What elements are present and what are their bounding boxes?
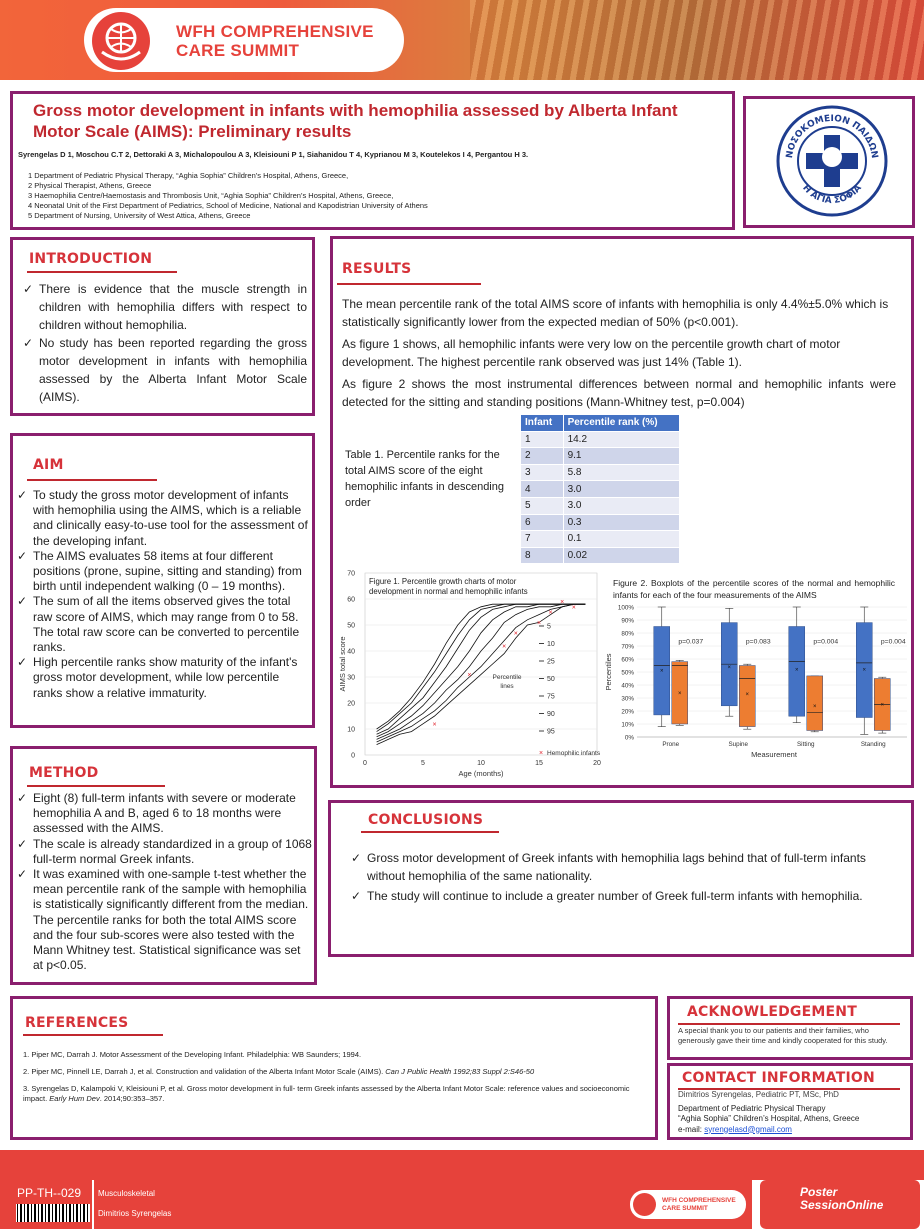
legend-title-line: Percentile bbox=[492, 674, 522, 681]
y-tick-label: 0 bbox=[351, 752, 355, 760]
footer-category: Musculoskeletal bbox=[98, 1189, 155, 1198]
figure1-chart bbox=[333, 565, 605, 785]
aim-box bbox=[10, 433, 315, 728]
mean-marker: × bbox=[677, 690, 682, 697]
svg-text:ΝΟΣΟΚΟΜΕΙΟΝ ΠΑΙΔΩΝ: ΝΟΣΟΚΟΜΕΙΟΝ ΠΑΙΔΩΝ bbox=[784, 113, 880, 160]
introduction-list bbox=[23, 280, 307, 406]
list-item: ✓ No study has been reported regarding the gross motor development in infants with hemophilia assessed by the Alberta Infant Motor Scale (AIMS). bbox=[23, 334, 307, 406]
conclusions-list bbox=[351, 849, 891, 905]
references-list bbox=[23, 1050, 643, 1104]
x-axis-label: Measurement bbox=[751, 750, 797, 759]
y-tick-label: 40 bbox=[347, 648, 355, 656]
table-row bbox=[521, 481, 680, 498]
contact-dept: Department of Pediatric Physical Therapy bbox=[678, 1103, 826, 1113]
hemophilic-point-marker: × bbox=[536, 619, 542, 627]
results-heading: RESULTS bbox=[342, 261, 412, 277]
legend-label: 75 bbox=[547, 693, 555, 701]
chart-title-line: development in normal and hemophilic infants bbox=[369, 587, 528, 596]
table-header: Percentile rank (%) bbox=[563, 415, 679, 432]
y-tick-label: 10% bbox=[621, 721, 634, 729]
y-tick-label: 50 bbox=[347, 622, 355, 630]
table-cell-infant: 4 bbox=[521, 481, 564, 498]
category-label: Prone bbox=[662, 741, 680, 748]
list-item: ✓ The AIMS evaluates 58 items at four different positions (prone, supine, sitting and standing) from birth until independent walking (0 – 19 months). bbox=[17, 549, 311, 595]
reference-item: 3. Syrengelas D, Kalampoki V, Kleisiouni P, et al. Gross motor development in full- term Greek infants assessed by the Alberta Infant Motor Scale: reference values and socioeconomic impact. Early Hum Dev. 2014;90:353–357. bbox=[23, 1084, 630, 1103]
hemophilic-point-marker: × bbox=[548, 609, 553, 617]
wfh-logo-text bbox=[176, 22, 374, 60]
heading-underline bbox=[361, 831, 499, 833]
x-tick-label: 5 bbox=[421, 760, 425, 767]
table-cell-rank: 3.0 bbox=[563, 481, 679, 498]
y-tick-label: 40% bbox=[621, 682, 634, 690]
footer-logo-text: WFH COMPREHENSIVE CARE SUMMIT bbox=[662, 1197, 736, 1212]
aim-list bbox=[17, 488, 311, 701]
list-item: ✓ To study the gross motor development of infants with hemophilia using the AIMS, which is a reliable and clinically easy-to-use tool for the assessment of the developing infant. bbox=[17, 488, 311, 549]
hemophilic-point-marker: × bbox=[571, 604, 576, 612]
p-value-label: p=0.037 bbox=[678, 638, 704, 646]
footer-code-panel bbox=[0, 1180, 92, 1229]
y-tick-label: 80% bbox=[621, 630, 634, 638]
figure2-caption: Figure 2. Boxplots of the percentile scores of the normal and hemophilic infants for each of the four measurements of the AIMS bbox=[613, 578, 895, 600]
affiliation-2: 2 Physical Therapist, Athens, Greece bbox=[28, 181, 152, 190]
results-paragraph: As figure 2 shows the most instrumental differences between normal and hemophilic infants were detected for the sitting and standing positions (Mann-Whitney test, p=0.004) bbox=[342, 377, 896, 409]
y-tick-label: 70 bbox=[347, 570, 355, 578]
list-item: ✓ It was examined with one-sample t-test whether the mean percentile rank of the sample with hemophilia is statistically significantly different from the median. The percentile ranks for both the total AIMS score and the four sub-scores were also tested with the Mann Whitney test. Statistical significance was set at p<0.05. bbox=[17, 867, 313, 973]
legend-label: 50 bbox=[547, 676, 555, 683]
y-tick-label: 90% bbox=[621, 617, 634, 625]
table-row bbox=[521, 547, 680, 564]
x-tick-label: 0 bbox=[363, 760, 367, 767]
list-item: ✓ There is evidence that the muscle strength in children with hemophilia differs with respect to children without hemophilia. bbox=[23, 280, 307, 334]
table-cell-infant: 2 bbox=[521, 448, 564, 465]
heading-underline bbox=[337, 283, 481, 285]
pso-logo-panel bbox=[760, 1180, 920, 1229]
hospital-seal-box bbox=[743, 96, 915, 228]
y-tick-label: 70% bbox=[621, 643, 634, 651]
acknowledgement-text: A special thank you to our patients and their families, who generously gave their time and kindly cooperated for this study. bbox=[678, 1026, 888, 1045]
header-banner bbox=[0, 0, 924, 80]
affiliation-3: 3 Haemophilia Centre/Haemostasis and Thrombosis Unit, “Aghia Sophia” Children’s Hospital, Athens, Greece, bbox=[28, 191, 394, 200]
y-tick-label: 10 bbox=[347, 726, 355, 734]
results-box bbox=[330, 236, 914, 788]
y-axis-label: AIMS total score bbox=[338, 636, 347, 692]
table-cell-rank: 5.8 bbox=[563, 464, 679, 481]
legend-title-line: lines bbox=[500, 683, 514, 690]
mean-marker: × bbox=[745, 692, 750, 699]
logo-line1: WFH COMPREHENSIVE bbox=[176, 22, 374, 41]
wfh-logo-icon bbox=[92, 12, 150, 70]
list-item: ✓ The study will continue to include a greater number of Greek full-term infants with hemophilia. bbox=[351, 887, 891, 905]
aim-heading: AIM bbox=[33, 457, 64, 473]
mean-marker: × bbox=[659, 668, 664, 675]
table-cell-infant: 7 bbox=[521, 531, 564, 548]
poster-title: Gross motor development in infants with hemophilia assessed by Alberta Infant Motor Scale (AIMS): Preliminary results bbox=[33, 101, 678, 141]
wfh-logo-icon bbox=[633, 1193, 656, 1216]
introduction-box bbox=[10, 237, 315, 416]
heading-underline bbox=[27, 785, 165, 787]
y-tick-label: 0% bbox=[624, 734, 634, 742]
affiliation-4: 4 Neonatal Unit of the First Department of Pediatrics, School of Medicine, National and Kapodistrian University of Athens bbox=[28, 201, 428, 210]
y-tick-label: 60% bbox=[621, 656, 634, 664]
authors: Syrengelas D 1, Moschou C.T 2, Dettoraki A 3, Michalopoulou A 3, Kleisiouni P 1, Siahanidou T 4, Kyprianou M 3, Koutelekos I 4, Pergantou H 3. bbox=[18, 150, 529, 159]
results-paragraph: The mean percentile rank of the total AIMS score of infants with hemophilia is only 4.4%±5.0% which is statistically significantly lower from the expected median of 50% (p<0.001). bbox=[342, 297, 889, 329]
table-cell-infant: 1 bbox=[521, 431, 564, 448]
table-row bbox=[521, 531, 680, 548]
y-tick-label: 60 bbox=[347, 596, 355, 604]
mean-marker: × bbox=[880, 702, 885, 709]
legend-label: 5 bbox=[547, 623, 551, 631]
legend-label: 25 bbox=[547, 658, 555, 666]
contact-hospital: “Aghia Sophia” Children’s Hospital, Athens, Greece bbox=[678, 1114, 860, 1123]
references-box bbox=[10, 996, 658, 1140]
reference-item: 2. Piper MC, Pinnell LE, Darrah J, et al. Construction and validation of the Alberta Infant Motor Scale (AIMS). Can J Public Health 1992;83 Suppl 2:S46-50 bbox=[23, 1067, 535, 1076]
legend-hemophilic-label: Hemophilic infants bbox=[547, 750, 601, 757]
footer-info-panel bbox=[94, 1180, 752, 1229]
references-heading: REFERENCES bbox=[25, 1015, 129, 1031]
contact-name: Dimitrios Syrengelas, Pediatric PT, MSc, PhD bbox=[678, 1090, 839, 1099]
table-cell-rank: 0.02 bbox=[563, 547, 679, 564]
heading-underline bbox=[23, 1034, 163, 1036]
percentile-table bbox=[520, 414, 680, 564]
chart-title-line: Figure 1. Percentile growth charts of motor bbox=[369, 577, 517, 586]
barcode-icon bbox=[16, 1204, 90, 1222]
table-caption: Table 1. Percentile ranks for the total AIMS score of the eight hemophilic infants in descending order bbox=[345, 449, 504, 509]
method-list bbox=[17, 791, 313, 973]
conclusions-box bbox=[328, 800, 914, 957]
heading-underline bbox=[27, 271, 177, 273]
hemophilic-point-marker: × bbox=[513, 630, 518, 638]
footer-logo-pill bbox=[630, 1190, 746, 1219]
y-tick-label: 20 bbox=[347, 700, 355, 708]
svg-text:Η ΑΓΙΑ ΣΟΦΙΑ: Η ΑΓΙΑ ΣΟΦΙΑ bbox=[800, 183, 864, 207]
figure2-chart bbox=[605, 599, 911, 763]
x-tick-label: 15 bbox=[535, 760, 543, 767]
hemophilic-point-marker: × bbox=[467, 671, 472, 679]
mean-marker: × bbox=[794, 667, 799, 674]
title-box bbox=[10, 91, 735, 230]
mean-marker: × bbox=[862, 667, 867, 674]
conclusions-heading: CONCLUSIONS bbox=[368, 812, 484, 828]
table-cell-rank: 0.1 bbox=[563, 531, 679, 548]
contact-heading: CONTACT INFORMATION bbox=[682, 1070, 875, 1086]
hemophilic-point-marker: × bbox=[502, 643, 507, 651]
email-link[interactable]: syrengelasd@gmail.com bbox=[704, 1124, 792, 1134]
y-tick-label: 20% bbox=[621, 708, 634, 716]
table-row bbox=[521, 497, 680, 514]
hemophilic-point-marker: × bbox=[432, 721, 437, 729]
y-tick-label: 100% bbox=[617, 604, 634, 612]
table-cell-rank: 9.1 bbox=[563, 448, 679, 465]
y-tick-label: 30% bbox=[621, 695, 634, 703]
x-tick-label: 20 bbox=[593, 760, 601, 767]
p-value-label: p=0.004 bbox=[880, 638, 906, 646]
mean-marker: × bbox=[812, 703, 817, 710]
heading-underline bbox=[27, 479, 157, 481]
affiliation-1: 1 Department of Pediatric Physical Therapy, “Aghia Sophia” Children’s Hospital, Athens, Greece, bbox=[28, 171, 349, 180]
mean-marker: × bbox=[727, 664, 732, 671]
legend-label: 95 bbox=[547, 728, 555, 736]
results-text bbox=[342, 295, 896, 411]
affiliation-5: 5 Department of Nursing, University of West Attica, Athens, Greece bbox=[28, 211, 251, 220]
table-cell-infant: 6 bbox=[521, 514, 564, 531]
contact-email-line: e-mail: syrengelasd@gmail.com bbox=[678, 1124, 792, 1134]
heading-underline bbox=[678, 1023, 900, 1025]
pso-logo: Poster SessionOnline bbox=[800, 1185, 884, 1212]
acknowledgement-box bbox=[667, 996, 913, 1060]
hospital-seal-icon bbox=[776, 105, 888, 217]
method-box bbox=[10, 746, 317, 985]
results-paragraph: As figure 1 shows, all hemophilic infants were very low on the percentile growth chart of motor development. The highest percentile rank observed was just 14% (Table 1). bbox=[342, 337, 841, 369]
logo-line2: CARE SUMMIT bbox=[176, 41, 300, 60]
category-label: Supine bbox=[728, 741, 749, 748]
y-axis-label: Percentiles bbox=[604, 653, 613, 691]
table-cell-rank: 14.2 bbox=[563, 431, 679, 448]
poster-code: PP-TH--029 bbox=[17, 1186, 82, 1200]
table-cell-infant: 8 bbox=[521, 547, 564, 564]
footer-author: Dimitrios Syrengelas bbox=[98, 1209, 172, 1218]
table-cell-infant: 5 bbox=[521, 497, 564, 514]
list-item: ✓ The scale is already standardized in a group of 1068 full-term normal Greek infants. bbox=[17, 837, 313, 867]
introduction-heading: INTRODUCTION bbox=[29, 251, 153, 267]
table-cell-rank: 3.0 bbox=[563, 497, 679, 514]
acknowledgement-heading: ACKNOWLEDGEMENT bbox=[687, 1004, 857, 1020]
p-value-label: p=0.004 bbox=[813, 638, 839, 646]
y-tick-label: 30 bbox=[347, 674, 355, 682]
method-heading: METHOD bbox=[29, 765, 99, 781]
list-item: ✓ The sum of all the items observed gives the total raw score of AIMS, which may range from 0 to 58. The total raw score can be converted to percentile ranks. bbox=[17, 594, 311, 655]
table-row bbox=[521, 431, 680, 448]
table-row bbox=[521, 514, 680, 531]
affiliations bbox=[28, 171, 718, 221]
category-label: Sitting bbox=[796, 741, 815, 748]
list-item: ✓ Gross motor development of Greek infants with hemophilia lags behind that of full-term infants without hemophilia of the same nationality. bbox=[351, 849, 891, 885]
list-item: ✓ High percentile ranks show maturity of the infant's gross motor development, while low percentile ranks show a relative immaturity. bbox=[17, 655, 311, 701]
category-label: Standing bbox=[860, 741, 886, 748]
legend-label: 10 bbox=[547, 641, 555, 648]
city-photo bbox=[470, 0, 924, 80]
table-header: Infant bbox=[521, 415, 564, 432]
p-value-label: p=0.083 bbox=[745, 638, 771, 646]
contact-details bbox=[678, 1090, 906, 1135]
contact-box bbox=[667, 1063, 913, 1140]
x-axis-label: Age (months) bbox=[458, 769, 504, 778]
reference-item: 1. Piper MC, Darrah J. Motor Assessment of the Developing Infant. Philadelphia: WB Saunders; 1994. bbox=[23, 1050, 362, 1059]
table-cell-rank: 0.3 bbox=[563, 514, 679, 531]
hemophilic-point-marker: × bbox=[560, 599, 565, 607]
y-tick-label: 50% bbox=[621, 669, 634, 677]
table-row bbox=[521, 448, 680, 465]
list-item: ✓ Eight (8) full-term infants with severe or moderate hemophilia A and B, aged 6 to 18 months were assessed with the AIMS. bbox=[17, 791, 313, 837]
legend-label: 90 bbox=[547, 711, 555, 718]
table-cell-infant: 3 bbox=[521, 464, 564, 481]
x-tick-label: 10 bbox=[477, 760, 485, 767]
table-row bbox=[521, 464, 680, 481]
legend-hemophilic-marker: × bbox=[538, 750, 544, 757]
